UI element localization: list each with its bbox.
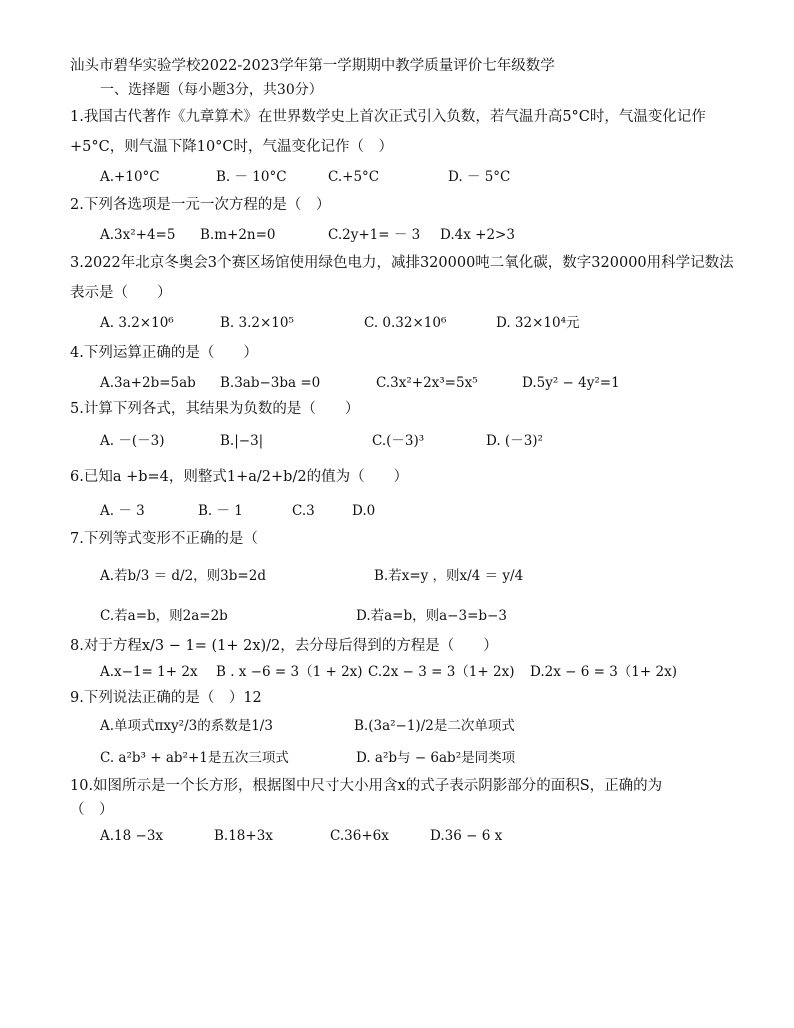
q8-option-d: D.2x − 6 = 3（1+ 2x) <box>530 664 677 680</box>
question-10-stem-line-1: 10.如图所示是一个长方形，根据图中尺寸大小用含x的式子表示阴影部分的面积S，正确的为 <box>70 778 663 794</box>
q1-option-a: A.+10°C <box>100 169 160 185</box>
q3-option-b: B. 3.2×10⁵ <box>220 315 294 331</box>
question-5-stem: 5.计算下列各式，其结果为负数的是（ ） <box>70 401 360 417</box>
question-8-stem: 8.对于方程x/3 − 1= (1+ 2x)/2，去分母后得到的方程是（ ） <box>70 638 498 654</box>
question-10-stem-line-2: （ ） <box>70 802 114 818</box>
q9-option-d: D. a²b与 − 6ab²是同类项 <box>356 750 516 766</box>
q7-option-a: A.若b/3 ＝ d/2，则3b=2d <box>100 568 266 584</box>
question-9-stem: 9.下列说法正确的是（ ）12 <box>70 690 262 706</box>
section-heading: 一、选择题（每小题3分，共30分） <box>100 82 323 98</box>
q2-option-b: B.m+2n=0 <box>200 227 276 243</box>
q10-option-d: D.36 − 6 x <box>430 828 503 844</box>
q6-option-c: C.3 <box>292 503 315 519</box>
q5-option-b: B.|−3| <box>220 433 264 449</box>
q5-option-d: D. (－3)² <box>486 433 543 449</box>
q1-option-c: C.+5°C <box>328 169 380 185</box>
q4-option-d: D.5y² − 4y²=1 <box>522 375 620 391</box>
q3-option-c: C. 0.32×10⁶ <box>364 315 447 331</box>
q7-option-d: D.若a=b，则a−3=b−3 <box>356 608 507 624</box>
q9-option-c: C. a²b³ + ab²+1是五次三项式 <box>100 750 289 766</box>
q10-option-c: C.36+6x <box>330 828 389 844</box>
q6-option-a: A. － 3 <box>100 503 145 519</box>
q6-option-b: B. － 1 <box>198 503 243 519</box>
q4-option-c: C.3x²+2x³=5x⁵ <box>376 375 478 391</box>
question-3-stem-line-1: 3.2022年北京冬奥会3个赛区场馆使用绿色电力，减排320000吨二氧化碳，数字320000用科学记数法 <box>70 255 734 271</box>
question-1-stem-line-1: 1.我国古代著作《九章算术》在世界数学史上首次正式引入负数，若气温升高5°C时，气温变化记作 <box>70 109 706 125</box>
question-1-stem-line-2: +5°C，则气温下降10°C时，气温变化记作（ ） <box>70 139 394 155</box>
q4-option-b: B.3ab−3ba =0 <box>220 375 321 391</box>
q3-option-d: D. 32×10⁴元 <box>496 315 580 331</box>
q6-option-d: D.0 <box>352 503 376 519</box>
q5-option-a: A. －(－3) <box>100 433 165 449</box>
q1-option-d: D. － 5°C <box>448 169 511 185</box>
q8-option-a: A.x−1= 1+ 2x <box>100 664 198 680</box>
q10-option-b: B.18+3x <box>214 828 273 844</box>
q9-option-b: B.(3a²−1)/2是二次单项式 <box>354 718 515 734</box>
q2-option-c: C.2y+1= － 3 <box>328 227 421 243</box>
question-2-stem: 2.下列各选项是一元一次方程的是（ ） <box>70 197 331 213</box>
q7-option-c: C.若a=b，则2a=2b <box>100 608 228 624</box>
q8-option-b: B . x −6 = 3（1 + 2x) <box>216 664 363 680</box>
q5-option-c: C.(－3)³ <box>372 433 425 449</box>
q3-option-a: A. 3.2×10⁶ <box>100 315 174 331</box>
q2-option-d: D.4x +2>3 <box>440 227 515 243</box>
question-6-stem: 6.已知a +b=4，则整式1+a/2+b/2的值为（ ） <box>70 469 409 485</box>
q2-option-a: A.3x²+4=5 <box>100 227 176 243</box>
q9-option-a: A.单项式πxy²/3的系数是1/3 <box>100 718 273 734</box>
q10-option-a: A.18 −3x <box>100 828 164 844</box>
q7-option-b: B.若x=y ，则x/4 ＝ y/4 <box>374 568 524 584</box>
question-4-stem: 4.下列运算正确的是（ ） <box>70 345 258 361</box>
page-title: 汕头市碧华实验学校2022-2023学年第一学期期中教学质量评价七年级数学 <box>70 58 555 74</box>
question-3-stem-line-2: 表示是（ ） <box>70 285 172 301</box>
q1-option-b: B. － 10°C <box>216 169 287 185</box>
question-7-stem: 7.下列等式变形不正确的是（ <box>70 531 258 547</box>
q8-option-c: C.2x − 3 = 3（1+ 2x) <box>368 664 515 680</box>
q4-option-a: A.3a+2b=5ab <box>100 375 196 391</box>
